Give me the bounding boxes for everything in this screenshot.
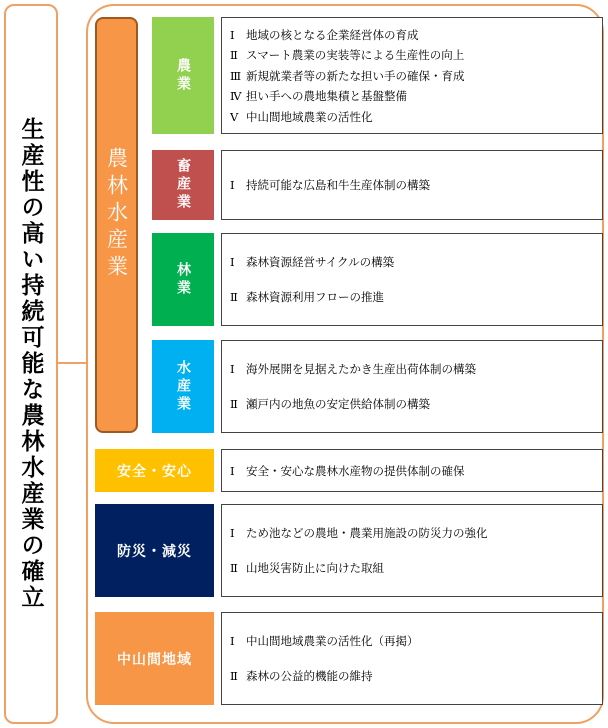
goal-title-box bbox=[4, 4, 58, 724]
category-label: 林業 bbox=[175, 261, 191, 298]
measures-livestock bbox=[221, 150, 603, 220]
category-fisheries bbox=[152, 340, 214, 433]
measures-fisheries bbox=[221, 340, 603, 433]
sector-label: 農林水産業 bbox=[104, 147, 129, 282]
list-item: Ⅰ 中山間地域農業の活性化（再掲） bbox=[230, 633, 419, 648]
category-hilly-areas bbox=[95, 612, 214, 705]
list-item: Ⅴ 中山間地域農業の活性化 bbox=[230, 109, 373, 124]
measures-safety bbox=[221, 449, 603, 492]
measures-disaster bbox=[221, 504, 603, 597]
category-disaster bbox=[95, 504, 214, 597]
list-item: Ⅰ 海外展開を見据えたかき生産出荷体制の構築 bbox=[230, 361, 476, 376]
list-item: Ⅱ 瀬戸内の地魚の安定供給体制の構築 bbox=[230, 397, 430, 412]
list-item: Ⅳ 担い手への農地集積と基盤整備 bbox=[230, 89, 407, 103]
goal-title: 生産性の高い持続可能な農林水産業の確立 bbox=[17, 117, 44, 611]
list-item: Ⅰ 地域の核となる企業経営体の育成 bbox=[230, 27, 419, 42]
category-label: 中山間地域 bbox=[117, 651, 192, 668]
category-livestock bbox=[152, 150, 214, 220]
category-label: 防災・減災 bbox=[117, 543, 192, 560]
measures-hilly-areas bbox=[221, 612, 603, 705]
list-item: Ⅰ 森林資源経営サイクルの構築 bbox=[230, 254, 395, 269]
list-item: Ⅰ 持続可能な広島和牛生産体制の構築 bbox=[230, 178, 430, 192]
category-agriculture bbox=[152, 17, 214, 134]
list-item: Ⅰ 安全・安心な農林水産物の提供体制の確保 bbox=[230, 463, 465, 478]
list-item: Ⅲ 新規就業者等の新たな担い手の確保・育成 bbox=[230, 68, 465, 83]
category-label: 水産業 bbox=[175, 359, 191, 414]
sector-label-box bbox=[95, 17, 138, 433]
measures-forestry bbox=[221, 233, 603, 326]
category-label: 畜産業 bbox=[175, 158, 191, 212]
list-item: Ⅱ 森林資源利用フローの推進 bbox=[230, 290, 384, 305]
category-safety bbox=[95, 449, 214, 492]
list-item: Ⅱ スマート農業の実装等による生産性の向上 bbox=[230, 48, 465, 62]
list-item: Ⅱ 森林の公益的機能の維持 bbox=[230, 669, 373, 684]
measures-agriculture bbox=[221, 17, 603, 134]
category-label: 安全・安心 bbox=[117, 463, 192, 480]
category-label: 農業 bbox=[175, 57, 191, 94]
list-item: Ⅰ ため池などの農地・農業用施設の防災力の強化 bbox=[230, 525, 488, 540]
list-item: Ⅱ 山地災害防止に向けた取組 bbox=[230, 561, 384, 576]
connector-line bbox=[58, 362, 88, 364]
category-forestry bbox=[152, 233, 214, 326]
